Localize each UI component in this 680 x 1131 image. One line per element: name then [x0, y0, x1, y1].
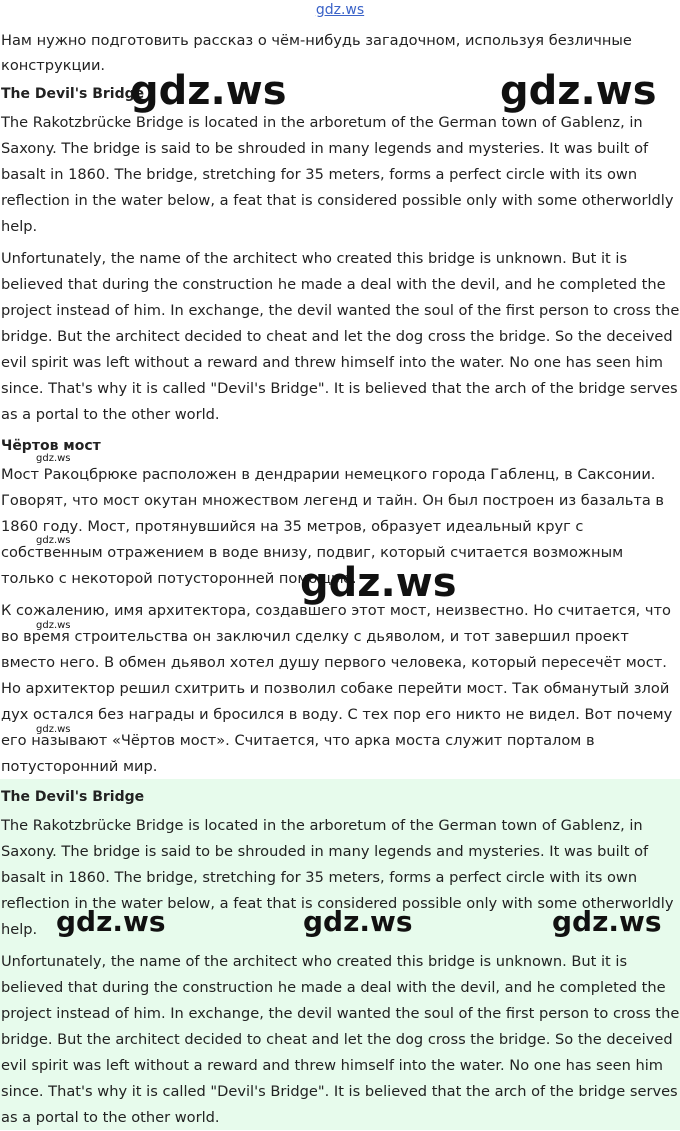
answer-paragraph-1: The Rakotzbrücke Bridge is located in the arboretum of the German town of Gablenz, in Saxony. The bridge is said to be shrouded in many legends and mysteries. It was built of basalt in 1860. The bridge, stretching for 35 meters, forms a perfect circle with its own reflection in the water below, a feat that is considered possible only with some otherworldly help. — [1, 817, 674, 938]
answer-title: The Devil's Bridge — [1, 789, 145, 805]
watermark-logo: gdz.ws — [500, 68, 657, 114]
story-title-ru: Чёртов мост — [1, 438, 101, 454]
site-link[interactable]: gdz.ws — [315, 2, 365, 18]
story-paragraph-ru-2: К сожалению, имя архитектора, создавшего этот мост, неизвестно. Но считается, что во время строительства он заключил сделку с дьяволом, и тот завершил проект вместо него. В обмен дьявол хотел душу первого человека, который пересечёт мост. Но архитектор решил схитрить и позволил собаке перейти мост. Так обманутый злой дух остался без награды и бросился в воду. С тех пор его никто не видел. Вот почему его называют «Чёртов мост». Считается, что арка моста служит порталом в потусторонний мир. — [1, 602, 673, 775]
story-title-en: The Devil's Bridge — [1, 86, 145, 102]
watermark-small: gdz.ws — [36, 453, 71, 464]
watermark-logo: gdz.ws — [300, 560, 457, 606]
task-prompt: Нам нужно подготовить рассказ о чём-нибудь загадочном, используя безличные конструкции. — [1, 32, 632, 74]
watermark-small: gdz.ws — [36, 620, 71, 631]
main-content — [0, 28, 680, 786]
watermark-logo: gdz.ws — [552, 905, 662, 938]
watermark-small: gdz.ws — [36, 724, 71, 735]
story-paragraph-en-2: Unfortunately, the name of the architect who created this bridge is unknown. But it is believed that during the construction he made a deal with the devil, and he completed the project instead of him. In exchange, the devil wanted the soul of the first person to cross the bridge. But the architect decided to cheat and let the dog cross the bridge. So the deceived evil spirit was left without a reward and threw himself into the water. No one has seen him since. That's why it is called "Devil's Bridge". It is believed that the arch of the bridge serves as a portal to the other world. — [1, 250, 680, 423]
watermark-logo: gdz.ws — [303, 905, 413, 938]
watermark-logo: gdz.ws — [130, 68, 287, 114]
watermark-logo: gdz.ws — [56, 905, 166, 938]
answer-block — [0, 779, 680, 1130]
story-paragraph-en-1: The Rakotzbrücke Bridge is located in the arboretum of the German town of Gablenz, in Saxony. The bridge is said to be shrouded in many legends and mysteries. It was built of basalt in 1860. The bridge, stretching for 35 meters, forms a perfect circle with its own reflection in the water below, a feat that is considered possible only with some otherworldly help. — [1, 114, 674, 235]
watermark-small: gdz.ws — [36, 535, 71, 546]
story-paragraph-ru-1: Мост Ракоцбрюке расположен в дендрарии немецкого города Габленц, в Саксонии. Говорят, что мост окутан множеством легенд и тайн. Он был построен из базальта в 1860 году. Мост, протянувшийся на 35 метров, образует идеальный круг с собственным отражением в воде внизу, подвиг, который считается возможным только с некоторой потусторонней помощью. — [1, 466, 665, 587]
answer-paragraph-2: Unfortunately, the name of the architect who created this bridge is unknown. But it is believed that during the construction he made a deal with the devil, and he completed the project instead of him. In exchange, the devil wanted the soul of the first person to cross the bridge. But the architect decided to cheat and let the dog cross the bridge. So the deceived evil spirit was left without a reward and threw himself into the water. No one has seen him since. That's why it is called "Devil's Bridge". It is believed that the arch of the bridge serves as a portal to the other world. — [1, 953, 680, 1126]
